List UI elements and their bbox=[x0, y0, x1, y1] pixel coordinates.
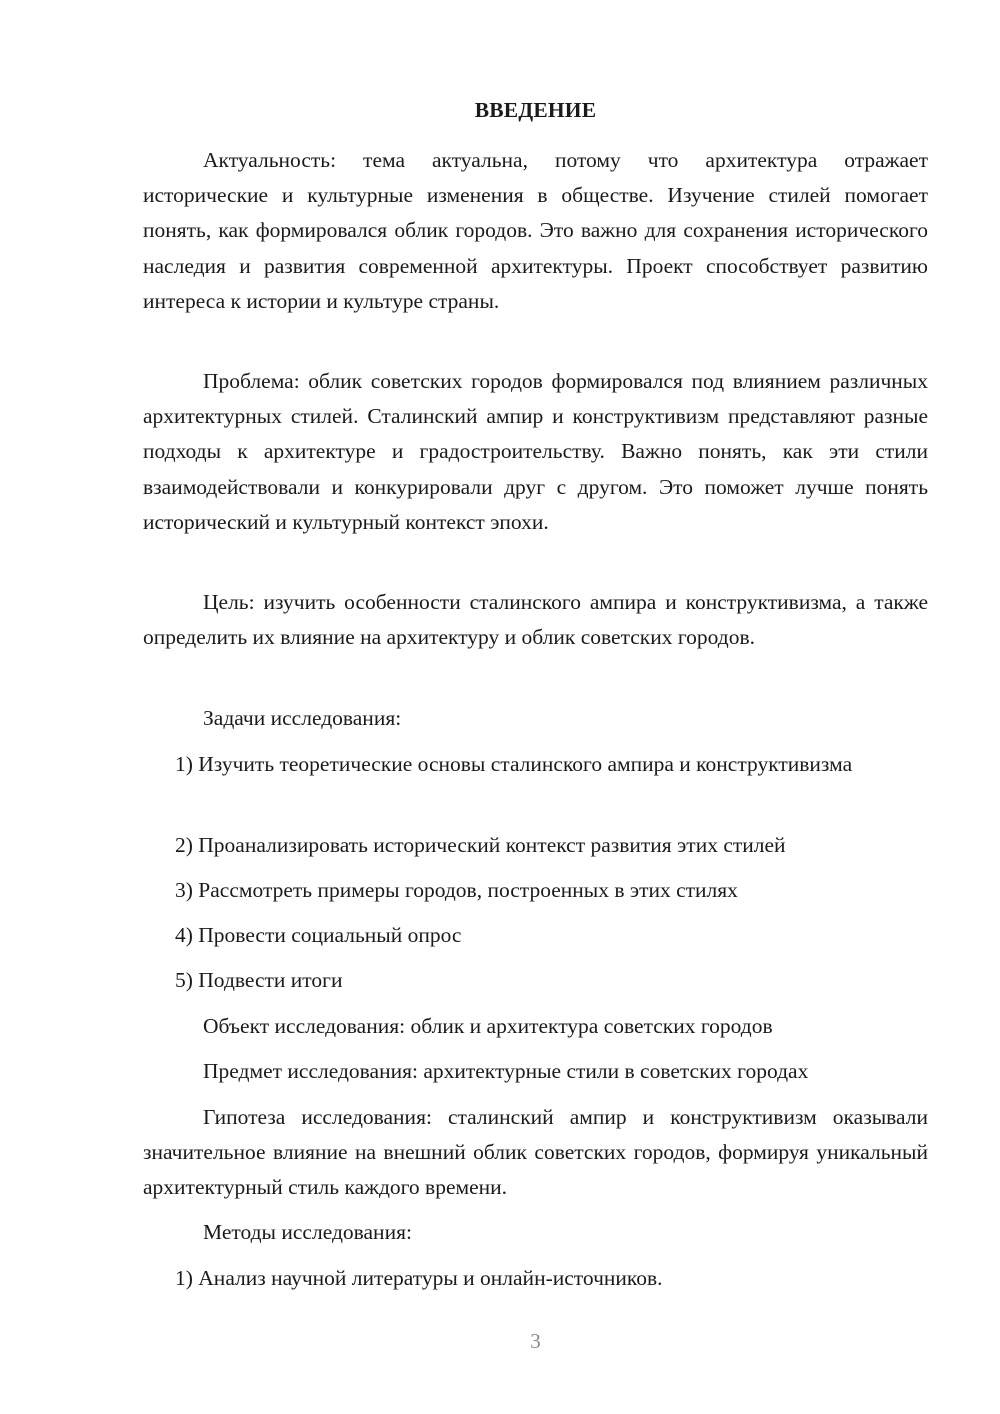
task-item-2: 2) Проанализировать исторический контекст развития этих стилей bbox=[175, 833, 786, 857]
relevance-paragraph: Актуальность: тема актуальна, потому что архитектура отражает исторические и культурные изменения в обществе. Изучение стилей помогает понять, как формировался облик городов. Это важно для сохранения исторического наследия и развития современной архитектуры. Проект способствует развитию интереса к истории и культуре страны. bbox=[143, 148, 928, 313]
task-item-1: 1) Изучить теоретические основы сталинского ампира и конструктивизма bbox=[175, 752, 853, 776]
tasks-heading: Задачи исследования: bbox=[203, 706, 402, 730]
task-item-5: 5) Подвести итоги bbox=[175, 968, 343, 992]
task-item-3: 3) Рассмотреть примеры городов, построенных в этих стилях bbox=[175, 878, 738, 902]
page-number: 3 bbox=[530, 1329, 541, 1353]
research-subject: Предмет исследования: архитектурные стили в советских городах bbox=[203, 1059, 809, 1083]
section-title: ВВЕДЕНИЕ bbox=[474, 98, 597, 122]
goal-paragraph: Цель: изучить особенности сталинского ампира и конструктивизма, а также определить их влияние на архитектуру и облик советских городов. bbox=[143, 590, 928, 650]
task-item-4: 4) Провести социальный опрос bbox=[175, 923, 462, 947]
method-item-1: 1) Анализ научной литературы и онлайн-источников. bbox=[175, 1266, 663, 1290]
problem-paragraph: Проблема: облик советских городов формировался под влиянием различных архитектурных стилей. Сталинский ампир и конструктивизм представляют разные подходы к архитектуре и градостроительству. Важно понять, как эти стили взаимодействовали и конкурировали друг с другом. Это поможет лучше понять исторический и культурный контекст эпохи. bbox=[143, 369, 928, 534]
document-page bbox=[143, 0, 928, 1414]
hypothesis-paragraph: Гипотеза исследования: сталинский ампир и конструктивизм оказывали значительное влияние на внешний облик советских городов, формируя уникальный архитектурный стиль каждого времени. bbox=[143, 1105, 928, 1200]
methods-heading: Методы исследования: bbox=[203, 1220, 412, 1244]
research-object: Объект исследования: облик и архитектура советских городов bbox=[203, 1014, 773, 1038]
